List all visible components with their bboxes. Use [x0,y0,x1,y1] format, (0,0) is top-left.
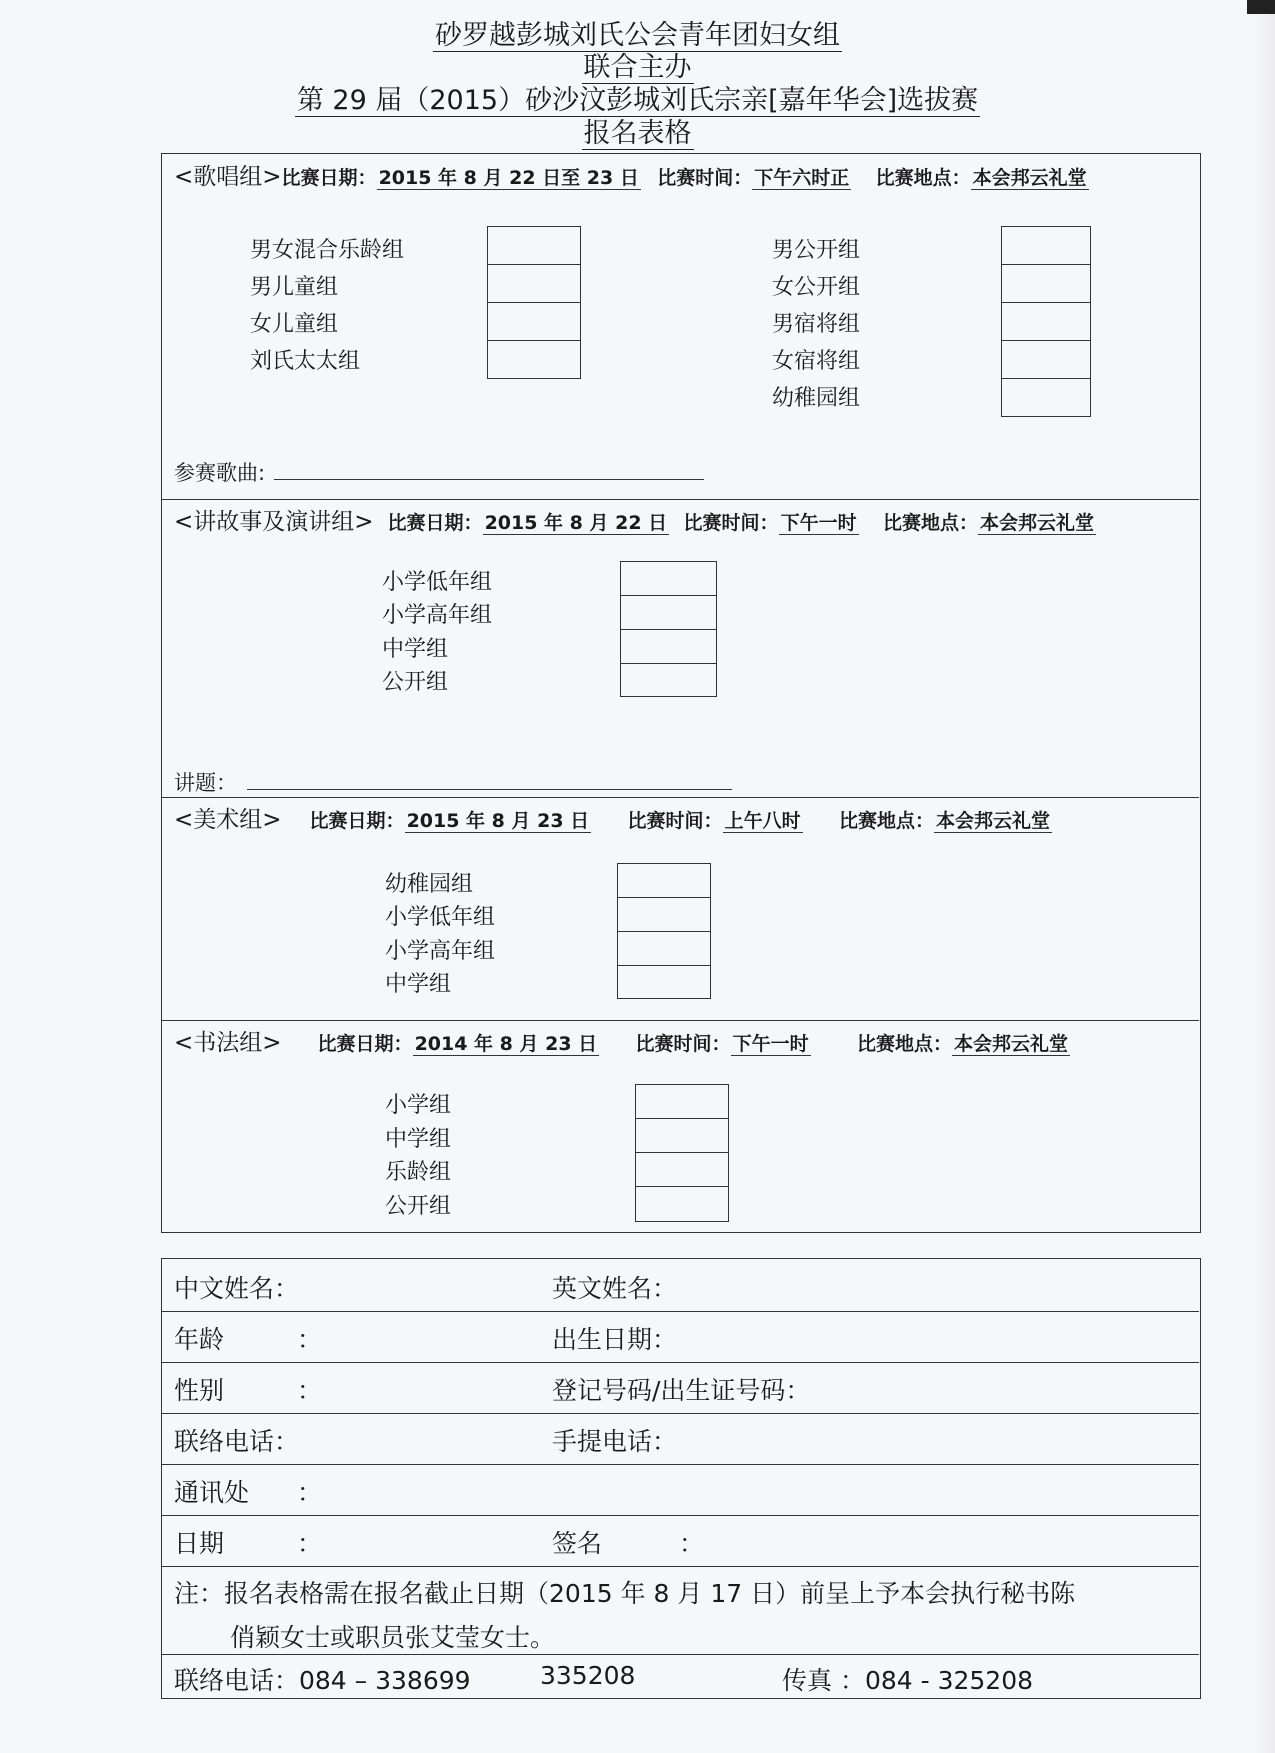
contest-venue: 本会邦云礼堂 [953,1033,1068,1055]
section-art-header: <美术组> 比赛日期： 2015 年 8 月 23 日 比赛时间： 上午八时 比赛地点： 本会邦云礼堂 [174,807,1050,833]
signature-label: 签名 [552,1529,603,1558]
row-note [162,1566,1199,1655]
scan-corner-mark [1247,0,1275,14]
gender-field[interactable]: ： [297,1376,323,1405]
category-label: 女公开组 [772,275,861,300]
gender-label: 性别 [174,1376,225,1405]
topic-input-line[interactable] [247,789,732,790]
row-age [162,1311,1199,1363]
address-label: 通讯处 [174,1478,250,1507]
category-label: 男儿童组 [250,275,339,300]
category-checkbox[interactable] [636,1119,728,1153]
date-field[interactable]: ： [297,1529,323,1558]
competition-frame [161,153,1201,1233]
org-title: 砂罗越彭城刘氏公会青年团妇女组 [435,20,840,51]
note-line-1: 注：报名表格需在报名截止日期（2015 年 8 月 17 日）前呈上予本会执行秘书陈 [174,1579,1076,1608]
contact-phone-2: 335208 [540,1661,636,1690]
category-checkbox[interactable] [1002,379,1090,415]
category-label: 乐龄组 [385,1160,452,1185]
address-field[interactable]: ： [297,1478,323,1507]
category-checkbox[interactable] [636,1153,728,1187]
checkbox-column-story [620,561,717,697]
contest-venue: 本会邦云礼堂 [935,810,1050,832]
category-label: 小学低年组 [385,905,496,930]
contest-date: 2015 年 8 月 22 日 [484,512,668,534]
contact-fax: 传真 ：084 - 325208 [782,1666,1034,1695]
checkbox-column-art [617,863,711,999]
category-label: 公开组 [382,670,449,695]
category-label: 公开组 [385,1194,452,1219]
contest-venue: 本会邦云礼堂 [972,167,1087,189]
category-label: 小学高年组 [385,939,496,964]
category-label: 小学组 [385,1093,452,1118]
note-line-2: 俏颖女士或职员张艾莹女士。 [230,1623,556,1652]
category-label: 中学组 [382,637,449,662]
section-art [162,797,1199,1021]
category-label: 男女混合乐龄组 [250,238,405,263]
section-title: <讲故事及演讲组> [174,509,374,535]
category-checkbox[interactable] [636,1187,728,1221]
category-checkbox[interactable] [1002,265,1090,303]
topic-label: 讲题： [174,771,237,795]
mobile-field[interactable]: 手提电话： [552,1427,678,1456]
category-label: 刘氏太太组 [250,349,361,374]
contest-venue: 本会邦云礼堂 [979,512,1094,534]
category-label: 男公开组 [772,238,861,263]
section-calligraphy [162,1020,1199,1232]
category-checkbox[interactable] [488,227,580,265]
category-checkbox[interactable] [488,341,580,378]
row-date-signature [162,1515,1199,1567]
category-checkbox[interactable] [621,596,716,630]
category-label: 幼稚园组 [385,872,474,897]
category-label: 女宿将组 [772,349,861,374]
contest-time: 下午六时正 [754,167,850,189]
category-checkbox[interactable] [636,1085,728,1119]
category-label: 女儿童组 [250,312,339,337]
category-checkbox[interactable] [621,562,716,596]
contact-phone: 联络电话：084 – 338699 [174,1666,471,1695]
section-title: <美术组> [174,807,282,833]
checkbox-column-calligraphy [635,1084,729,1222]
contest-date: 2015 年 8 月 22 日至 23 日 [378,167,639,189]
category-checkbox[interactable] [1002,341,1090,379]
scan-edge [1251,0,1275,1753]
chinese-name-field[interactable]: 中文姓名： [174,1274,300,1303]
section-title: <歌唱组> [174,164,282,190]
row-address [162,1464,1199,1516]
category-label: 小学低年组 [382,570,493,595]
applicant-info-table [161,1258,1201,1699]
contest-date: 2014 年 8 月 23 日 [414,1033,598,1055]
form-title: 报名表格 [583,118,692,149]
row-contact [162,1654,1199,1698]
section-singing [162,154,1199,500]
age-label: 年龄 [174,1325,225,1354]
category-checkbox[interactable] [618,898,710,932]
age-field[interactable]: ： [297,1325,323,1354]
category-checkbox[interactable] [1002,303,1090,341]
dob-field[interactable]: 出生日期： [552,1325,678,1354]
category-label: 幼稚园组 [772,386,861,411]
category-label: 中学组 [385,1127,452,1152]
category-checkbox[interactable] [1002,227,1090,265]
section-story-header: <讲故事及演讲组> 比赛日期： 2015 年 8 月 22 日 比赛时间： 下午一时 比赛地点： 本会邦云礼堂 [174,509,1094,535]
category-checkbox[interactable] [618,864,710,898]
checkbox-column-singing-right [1001,226,1091,417]
date-label: 日期 [174,1529,225,1558]
co-organizer: 联合主办 [583,52,692,83]
section-singing-header: <歌唱组>比赛日期： 2015 年 8 月 22 日至 23 日 比赛时间： 下午六时正 比赛地点： 本会邦云礼堂 [174,164,1087,190]
row-gender [162,1362,1199,1414]
row-phone [162,1413,1199,1465]
category-label: 中学组 [385,972,452,997]
english-name-field[interactable]: 英文姓名： [552,1274,678,1303]
category-checkbox[interactable] [618,932,710,966]
registration-number-field[interactable]: 登记号码/出生证号码： [552,1376,811,1405]
checkbox-column-singing-left [487,226,581,379]
category-checkbox[interactable] [488,303,580,341]
row-names [162,1259,1199,1312]
category-checkbox[interactable] [621,664,716,697]
event-title: 第 29 届（2015）砂沙汶彭城刘氏宗亲[嘉年华会]选拔赛 [296,85,979,116]
contest-time: 上午八时 [724,810,801,832]
song-input-line[interactable] [274,479,704,480]
contest-time: 下午一时 [732,1033,809,1055]
contest-date: 2015 年 8 月 23 日 [406,810,590,832]
signature-field[interactable]: ： [679,1529,705,1558]
category-checkbox[interactable] [618,966,710,999]
section-calligraphy-header: <书法组> 比赛日期： 2014 年 8 月 23 日 比赛时间： 下午一时 比赛地点： 本会邦云礼堂 [174,1030,1068,1056]
category-label: 男宿将组 [772,312,861,337]
section-story [162,499,1199,798]
contest-time: 下午一时 [780,512,857,534]
category-checkbox[interactable] [488,265,580,303]
section-title: <书法组> [174,1030,282,1056]
submission-note [174,1572,1184,1660]
category-checkbox[interactable] [621,630,716,664]
song-label: 参赛歌曲: [174,461,266,485]
phone-field[interactable]: 联络电话： [174,1427,300,1456]
category-label: 小学高年组 [382,603,493,628]
